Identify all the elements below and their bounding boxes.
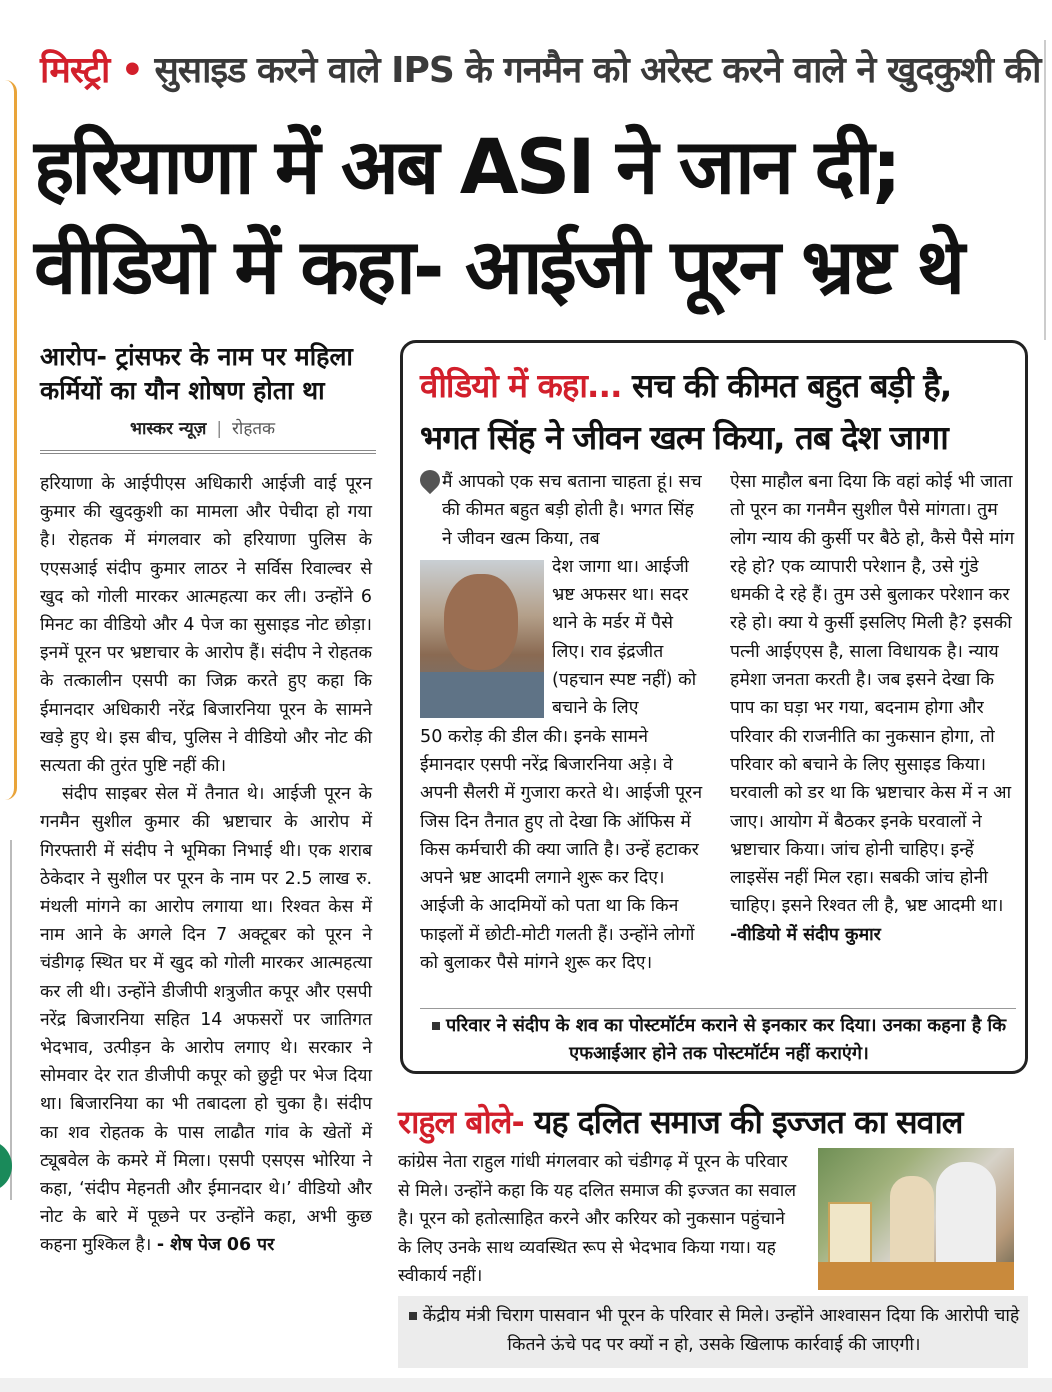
video-box-head-line-1: सच की कीमत बहुत बड़ी है, (632, 366, 952, 405)
page-edge-decoration (0, 80, 17, 800)
square-bullet-icon (432, 1022, 440, 1030)
square-bullet-icon (409, 1312, 417, 1320)
main-story-paragraph-2 (40, 780, 372, 1259)
rahul-story (398, 1148, 802, 1291)
byline-separator: | (216, 419, 223, 439)
byline-agency: भास्कर न्यूज़ (130, 419, 207, 439)
headline-line-2: वीडियो में कहा- आईजी पूरन भ्रष्ट थे (34, 222, 963, 311)
rahul-visit-photo (818, 1148, 1014, 1290)
main-story-paragraph-1: हरियाणा के आईपीएस अधिकारी आईजी वाई पूरन कुमार की खुदकुशी का मामला और पेचीदा हो गया है। रोहतक में मंगलवार को हरियाणा पुलिस के एएसआई संदीप कुमार लाठर ने सर्विस रिवाल्वर से खुद को गोली मारकर आत्महत्या कर ली। उन्होंने 6 मिनट का वीडियो और 4 पेज का सुसाइड नोट छोड़ा। इनमें पूरन पर भ्रष्टाचार के आरोप हैं। संदीप ने रोहतक के तत्कालीन एसपी का जिक्र करते हुए कहा कि ईमानदार अधिकारी नरेंद्र बिजारनिया पूरन के सामने खड़े हुए थे। इस बीच, पुलिस ने वीडियो और नोट की सत्यता की तुरंत पुष्टि नहीं की। (40, 474, 372, 777)
quote-col2-body: ऐसा माहौल बना दिया कि वहां कोई भी जाता तो पूरन का गनमैन सुशील पैसे मांगता। तुम लोग न्याय की कुर्सी पर बैठे हो, कैसे पैसे मांग रहे हो? एक व्यापारी परेशान है, उसे गुंडे धमकी दे रहे हैं। तुम उसे बुलाकर परेशान कर रहे हो। क्या ये कुर्सी इसलिए मिली है? इसकी पत्नी आईएएस है, साला विधायक है। न्याय हमेशा जनता करती है। जब इसने देखा कि पाप का घड़ा भर गया, बदनाम होगा और परिवार की राजनीति का नुकसान होगा, तो परिवार को बचाने के लिए सुसाइड किया। घरवाली को डर था कि भ्रष्टाचार केस में न आ जाए। आयोग में बैठकर इनके घरवालों ने भ्रष्टाचार किया। जांच होनी चाहिए। इन्हें लाइसेंस नहीं मिल रहा। सबकी जांच होनी चाहिए। इसने रिश्वत ली है, भ्रष्ट आदमी था। (730, 472, 1015, 917)
video-box-head-label: वीडियो में कहा... (420, 366, 622, 405)
divider (420, 1008, 1016, 1009)
video-quote-column-1 (420, 468, 708, 977)
postmortem-note-text: परिवार ने संदीप के शव का पोस्टमॉर्टम कराने से इनकार कर दिया। उनका कहना है कि एफआईआर होने तक पोस्टमॉर्टम नहीं कराएंगे। (445, 1015, 1007, 1064)
subheadline: आरोप- ट्रांसफर के नाम पर महिला कर्मियों का यौन शोषण होता था (40, 342, 353, 405)
kicker-bullet: • (120, 50, 143, 91)
divider (40, 450, 376, 451)
quote-col1-rest: 50 करोड़ की डील की। इनके सामने ईमानदार एसपी नरेंद्र बिजारनिया अड़े। वे अपनी सैलरी में गुजारा करते थे। आईजी पूरन जिस दिन तैनात हुए तो देखा कि ऑफिस में किस कर्मचारी की क्या जाति है। उन्हें हटाकर अपने भ्रष्ट आदमी लगाने शुरू कर दिए। आईजी के आदमियों को पता था कि किन फाइलों में छोटी-मोटी गलती हैं। उन्होंने लोगों को बुलाकर पैसे मांगने शुरू कर दिए। (420, 726, 703, 974)
video-box-head-line-2: भगत सिंह ने जीवन खत्म किया, तब देश जागा (420, 418, 948, 457)
rahul-head-text: यह दलित समाज की इज्जत का सवाल (533, 1103, 963, 1141)
quote-col1-top: मैं आपको एक सच बताना चाहता हूं। सच की कीमत बहुत बड़ी होती है। भगत सिंह ने जीवन खत्म किया, तब (442, 472, 702, 549)
photo-portrait-frame (828, 1202, 872, 1266)
rahul-headline (398, 1098, 1028, 1146)
quote-signature: -वीडियो में संदीप कुमार (730, 924, 881, 945)
main-story (40, 470, 372, 1260)
kicker-label: मिस्ट्री (40, 50, 110, 91)
divider (40, 453, 376, 454)
rahul-story-text: कांग्रेस नेता राहुल गांधी मंगलवार को चंडीगढ़ में पूरन के परिवार से मिले। उन्होंने कहा कि यह दलित समाज की इज्जत का सवाल है। पूरन को हतोत्साहित करने और करियर को नुकसान पहुंचाने के लिए उनके साथ व्यवस्थित रूप से भेदभाव किया गया। यह स्वीकार्य नहीं। (398, 1152, 796, 1286)
quote-col1-wrap: देश जागा था। आईजी भ्रष्ट अफसर था। सदर थाने के मर्डर में पैसे लिए। राव इंद्रजीत (पहचान स्पष्ट नहीं) को बचाने के लिए (552, 556, 697, 719)
video-box-headline (420, 360, 1020, 464)
bottom-note-text: केंद्रीय मंत्री चिराग पासवान भी पूरन के परिवार से मिले। उन्होंने आश्वासन दिया कि आरोपी चाहे कितने ऊंचे पद पर क्यों न हो, उसके खिलाफ कार्रवाई की जाएगी। (422, 1306, 1020, 1355)
bottom-note (408, 1302, 1020, 1360)
page-bottom-edge (0, 1378, 1052, 1392)
headline-line-1: हरियाणा में अब ASI ने जान दी; (34, 122, 899, 211)
quote-col2-text (730, 468, 1018, 949)
photo-flowers (818, 1262, 1014, 1290)
postmortem-note (420, 1012, 1018, 1068)
video-quote-column-2 (730, 468, 1018, 949)
continued-link[interactable]: - शेष पेज 06 पर (156, 1235, 275, 1256)
kicker-text: सुसाइड करने वाले IPS के गनमैन को अरेस्ट करने वाले ने खुदकुशी की (154, 50, 1041, 91)
byline-city: रोहतक (231, 419, 276, 439)
main-story-paragraph-2-text: संदीप साइबर सेल में तैनात थे। आईजी पूरन के गनमैन सुशील कुमार की भ्रष्टाचार के आरोप में गिरफ्तारी में संदीप ने भूमिका निभाई थी। एक शराब ठेकेदार ने सुशील पर पूरन के नाम पर 2.5 लाख रु. मंथली मांगने का आरोप लगाया था। रिश्वत केस में नाम आने के अगले दिन 7 अक्टूबर को पूरन ने चंडीगढ़ स्थित घर में खुद को गोली मारकर आत्महत्या कर ली थी। उन्होंने डीजीपी शत्रुजीत कपूर और एसपी नरेंद्र बिजारनिया सहित 14 अफसरों पर जातिगत भेदभाव, उत्पीड़न के आरोप लगाए थे। सरकार ने सोमवार देर रात डीजीपी कपूर को छुट्टी पर भेज दिया था। बिजारनिया का भी तबादला हो चुका है। संदीप का शव रोहतक के पास लाढौत गांव के खेतों में ट्यूबवेल के कमरे में मिला। एसपी एसएस भोरिया ने कहा, ‘संदीप मेहनती और ईमानदार थे।’ वीडियो और नोट के बारे में पूछने पर उन्होंने कहा, अभी कुछ कहना मुश्किल है। (40, 784, 372, 1256)
rahul-head-label: राहुल बोले- (398, 1103, 524, 1141)
byline (130, 416, 275, 439)
kicker (40, 44, 1041, 93)
page-edge-line (1044, 40, 1046, 340)
